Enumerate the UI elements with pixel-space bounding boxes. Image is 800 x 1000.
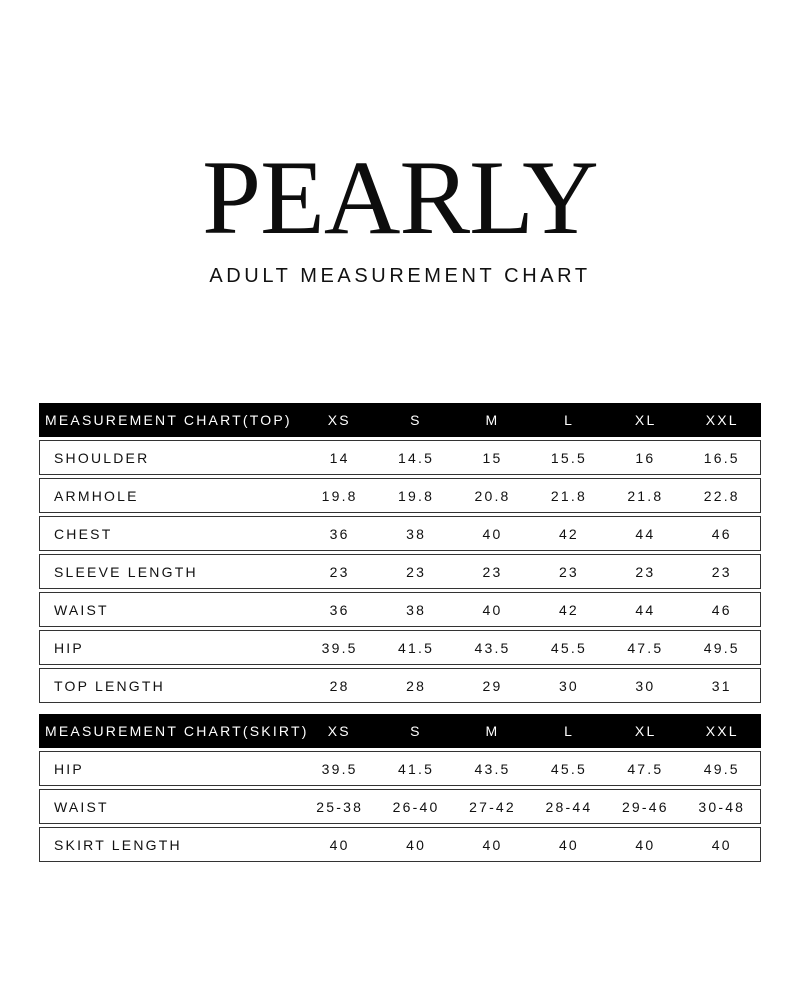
cell-value: 40 (711, 836, 732, 853)
cell-value: 31 (711, 677, 732, 694)
size-header-l: L (564, 412, 575, 428)
cell-value: 22.8 (703, 487, 740, 504)
cell-value: 21.8 (627, 487, 664, 504)
cell-value: 14.5 (398, 449, 435, 466)
size-header-xs: XS (327, 412, 351, 428)
table-row (39, 516, 761, 551)
row-label: ARMHOLE (54, 487, 139, 504)
cell-value: 49.5 (703, 639, 740, 656)
cell-value: 41.5 (398, 760, 435, 777)
cell-value: 23 (558, 563, 579, 580)
table-title: MEASUREMENT CHART(TOP) (45, 412, 292, 428)
size-header-l: L (564, 723, 575, 739)
cell-value: 44 (635, 601, 656, 618)
cell-value: 28 (406, 677, 427, 694)
skirt-measurement-table (39, 714, 761, 862)
table-row (39, 554, 761, 589)
cell-value: 30 (558, 677, 579, 694)
size-header-s: S (410, 412, 422, 428)
table-row (39, 668, 761, 703)
cell-value: 36 (329, 601, 350, 618)
cell-value: 23 (635, 563, 656, 580)
cell-value: 38 (406, 525, 427, 542)
cell-value: 49.5 (703, 760, 740, 777)
row-label: WAIST (54, 601, 109, 618)
cell-value: 27-42 (469, 798, 516, 815)
row-label: HIP (54, 639, 84, 656)
table-row (39, 440, 761, 475)
cell-value: 20.8 (474, 487, 511, 504)
table-header (39, 714, 761, 748)
top-measurement-table (39, 403, 761, 703)
size-header-s: S (410, 723, 422, 739)
cell-value: 19.8 (321, 487, 358, 504)
cell-value: 14 (329, 449, 350, 466)
size-header-xl: XL (634, 412, 657, 428)
cell-value: 25-38 (316, 798, 364, 815)
row-label: WAIST (54, 798, 109, 815)
table-row (39, 630, 761, 665)
size-header-xxl: XXL (705, 412, 739, 428)
cell-value: 40 (482, 836, 503, 853)
cell-value: 40 (406, 836, 427, 853)
cell-value: 43.5 (474, 760, 511, 777)
row-label: SHOULDER (54, 449, 150, 466)
cell-value: 39.5 (321, 639, 358, 656)
cell-value: 29-46 (621, 798, 669, 815)
cell-value: 19.8 (398, 487, 435, 504)
size-header-m: M (485, 723, 500, 739)
cell-value: 15.5 (550, 449, 587, 466)
table-row (39, 827, 761, 862)
cell-value: 23 (711, 563, 732, 580)
table-row (39, 751, 761, 786)
cell-value: 40 (635, 836, 656, 853)
cell-value: 28 (329, 677, 350, 694)
cell-value: 39.5 (321, 760, 358, 777)
cell-value: 47.5 (627, 760, 664, 777)
table-title: MEASUREMENT CHART(SKIRT) (45, 723, 309, 739)
row-label: HIP (54, 760, 84, 777)
row-label: SKIRT LENGTH (54, 836, 182, 853)
cell-value: 41.5 (398, 639, 435, 656)
cell-value: 44 (635, 525, 656, 542)
row-label: SLEEVE LENGTH (54, 563, 198, 580)
cell-value: 42 (558, 525, 579, 542)
cell-value: 45.5 (550, 760, 587, 777)
size-header-m: M (485, 412, 500, 428)
cell-value: 36 (329, 525, 350, 542)
cell-value: 38 (406, 601, 427, 618)
row-label: CHEST (54, 525, 113, 542)
cell-value: 16 (635, 449, 656, 466)
cell-value: 29 (482, 677, 503, 694)
cell-value: 46 (711, 601, 732, 618)
cell-value: 23 (482, 563, 503, 580)
cell-value: 40 (329, 836, 350, 853)
cell-value: 23 (406, 563, 427, 580)
cell-value: 26-40 (392, 798, 440, 815)
cell-value: 43.5 (474, 639, 511, 656)
table-row (39, 789, 761, 824)
cell-value: 42 (558, 601, 579, 618)
row-label: TOP LENGTH (54, 677, 165, 694)
table-row (39, 592, 761, 627)
cell-value: 46 (711, 525, 732, 542)
cell-value: 28-44 (545, 798, 593, 815)
size-header-xxl: XXL (705, 723, 739, 739)
size-header-xl: XL (634, 723, 657, 739)
cell-value: 16.5 (703, 449, 740, 466)
brand-logo: PEARLY (202, 139, 598, 256)
table-header (39, 403, 761, 437)
cell-value: 40 (482, 601, 503, 618)
cell-value: 21.8 (550, 487, 587, 504)
cell-value: 47.5 (627, 639, 664, 656)
cell-value: 23 (329, 563, 350, 580)
cell-value: 45.5 (550, 639, 587, 656)
cell-value: 40 (482, 525, 503, 542)
table-row (39, 478, 761, 513)
cell-value: 15 (482, 449, 503, 466)
page-subtitle: ADULT MEASUREMENT CHART (209, 265, 591, 287)
cell-value: 40 (558, 836, 579, 853)
cell-value: 30-48 (698, 798, 746, 815)
size-header-xs: XS (327, 723, 351, 739)
cell-value: 30 (635, 677, 656, 694)
